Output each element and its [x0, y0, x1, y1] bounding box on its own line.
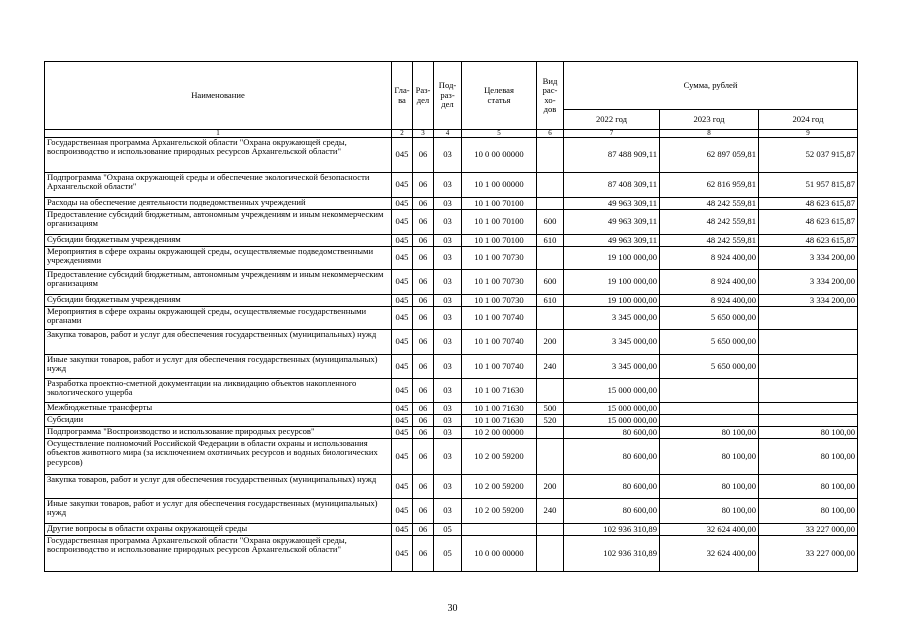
- cell-amount-2023: 80 100,00: [660, 499, 759, 524]
- cell-target: 10 2 00 59200: [462, 439, 537, 475]
- cell-amount-2022: 80 600,00: [564, 427, 660, 439]
- table-row: [45, 270, 858, 295]
- cell-amount-2023: 48 242 559,81: [660, 198, 759, 210]
- cell-vid: [537, 439, 564, 475]
- cell-podrazdel: 05: [434, 536, 462, 572]
- cell-glava: 045: [392, 210, 413, 235]
- cell-name: Подпрограмма "Воспроизводство и использование природных ресурсов": [45, 427, 392, 439]
- table-row: [45, 235, 858, 247]
- cell-amount-2024: [759, 330, 858, 355]
- cell-amount-2023: 8 924 400,00: [660, 295, 759, 307]
- cell-name: Предоставление субсидий бюджетным, автономным учреждениям и иным некоммерческим организациям: [45, 210, 392, 235]
- header-year-2023: 2023 год: [660, 110, 759, 130]
- cell-name: Иные закупки товаров, работ и услуг для обеспечения государственных (муниципальных) нужд: [45, 355, 392, 379]
- cell-name: Субсидии: [45, 415, 392, 427]
- cell-amount-2024: [759, 307, 858, 330]
- cell-glava: 045: [392, 235, 413, 247]
- cell-razdel: 06: [413, 330, 434, 355]
- table-row: [45, 439, 858, 475]
- cell-glava: 045: [392, 415, 413, 427]
- cell-target: 10 1 00 70740: [462, 307, 537, 330]
- cell-vid: [537, 524, 564, 536]
- cell-amount-2022: 49 963 309,11: [564, 210, 660, 235]
- cell-amount-2024: [759, 379, 858, 403]
- cell-podrazdel: 03: [434, 295, 462, 307]
- cell-amount-2023: [660, 403, 759, 415]
- cell-amount-2024: 80 100,00: [759, 427, 858, 439]
- column-numbers-row: [45, 130, 858, 138]
- cell-name: Субсидии бюджетным учреждениям: [45, 295, 392, 307]
- cell-amount-2022: 3 345 000,00: [564, 355, 660, 379]
- cell-name: Межбюджетные трансферты: [45, 403, 392, 415]
- col-number: 7: [564, 130, 660, 138]
- cell-name: Предоставление субсидий бюджетным, автономным учреждениям и иным некоммерческим организациям: [45, 270, 392, 295]
- cell-target: 10 0 00 00000: [462, 138, 537, 173]
- page-number: 30: [447, 603, 458, 614]
- cell-podrazdel: 05: [434, 524, 462, 536]
- cell-target: 10 2 00 59200: [462, 499, 537, 524]
- cell-amount-2023: 62 816 959,81: [660, 173, 759, 198]
- cell-target: 10 1 00 70730: [462, 270, 537, 295]
- cell-name: Подпрограмма "Охрана окружающей среды и обеспечение экологической безопасности Архангельской области": [45, 173, 392, 198]
- table-row: [45, 403, 858, 415]
- col-number: 9: [759, 130, 858, 138]
- cell-podrazdel: 03: [434, 173, 462, 198]
- cell-vid: 600: [537, 210, 564, 235]
- cell-amount-2022: 3 345 000,00: [564, 307, 660, 330]
- cell-vid: 240: [537, 355, 564, 379]
- table-row: [45, 210, 858, 235]
- cell-name: Субсидии бюджетным учреждениям: [45, 235, 392, 247]
- cell-amount-2023: 5 650 000,00: [660, 330, 759, 355]
- col-number: 8: [660, 130, 759, 138]
- cell-target: 10 1 00 71630: [462, 415, 537, 427]
- cell-target: 10 2 00 59200: [462, 475, 537, 499]
- cell-amount-2022: 102 936 310,89: [564, 536, 660, 572]
- cell-podrazdel: 03: [434, 439, 462, 475]
- table-row: [45, 499, 858, 524]
- cell-amount-2022: 19 100 000,00: [564, 270, 660, 295]
- cell-target: 10 1 00 70730: [462, 247, 537, 270]
- cell-glava: 045: [392, 138, 413, 173]
- cell-target: 10 1 00 71630: [462, 403, 537, 415]
- cell-target: 10 1 00 70100: [462, 198, 537, 210]
- table-row: [45, 295, 858, 307]
- table-row: [45, 427, 858, 439]
- cell-podrazdel: 03: [434, 475, 462, 499]
- cell-amount-2022: 19 100 000,00: [564, 295, 660, 307]
- cell-amount-2024: 3 334 200,00: [759, 270, 858, 295]
- table-row: [45, 198, 858, 210]
- cell-podrazdel: 03: [434, 330, 462, 355]
- table-row: [45, 173, 858, 198]
- header-year-2022: 2022 год: [564, 110, 660, 130]
- cell-amount-2023: 62 897 059,81: [660, 138, 759, 173]
- cell-amount-2022: 3 345 000,00: [564, 330, 660, 355]
- cell-amount-2024: 48 623 615,87: [759, 210, 858, 235]
- cell-glava: 045: [392, 499, 413, 524]
- cell-amount-2022: 87 408 309,11: [564, 173, 660, 198]
- cell-name: Закупка товаров, работ и услуг для обеспечения государственных (муниципальных) нужд: [45, 475, 392, 499]
- header-glava: Гла- ва: [392, 62, 413, 130]
- table-row: [45, 330, 858, 355]
- table-row: [45, 475, 858, 499]
- col-number: 2: [392, 130, 413, 138]
- cell-amount-2022: 49 963 309,11: [564, 235, 660, 247]
- cell-glava: 045: [392, 198, 413, 210]
- cell-vid: [537, 138, 564, 173]
- col-number: 3: [413, 130, 434, 138]
- header-name: Наименование: [45, 62, 392, 130]
- cell-podrazdel: 03: [434, 499, 462, 524]
- cell-amount-2022: 102 936 310,89: [564, 524, 660, 536]
- cell-amount-2024: 80 100,00: [759, 439, 858, 475]
- cell-glava: 045: [392, 427, 413, 439]
- cell-amount-2024: [759, 415, 858, 427]
- cell-glava: 045: [392, 439, 413, 475]
- header-razdel: Раз- дел: [413, 62, 434, 130]
- cell-glava: 045: [392, 379, 413, 403]
- cell-amount-2024: 3 334 200,00: [759, 295, 858, 307]
- header-sum: Сумма, рублей: [564, 62, 858, 110]
- table-row: [45, 307, 858, 330]
- col-number: 5: [462, 130, 537, 138]
- cell-razdel: 06: [413, 235, 434, 247]
- cell-name: Осуществление полномочий Российской Федерации в области охраны и использования объектов животного мира (за исключением охотничьих ресурсов и водных биологических ресурсов): [45, 439, 392, 475]
- table-row: [45, 536, 858, 572]
- cell-glava: 045: [392, 403, 413, 415]
- cell-name: Мероприятия в сфере охраны окружающей среды, осуществляемые государственными органами: [45, 307, 392, 330]
- cell-podrazdel: 03: [434, 307, 462, 330]
- cell-amount-2024: 48 623 615,87: [759, 198, 858, 210]
- cell-amount-2024: [759, 355, 858, 379]
- cell-glava: 045: [392, 247, 413, 270]
- table-row: [45, 138, 858, 173]
- cell-podrazdel: 03: [434, 198, 462, 210]
- cell-razdel: 06: [413, 355, 434, 379]
- cell-vid: 600: [537, 270, 564, 295]
- cell-amount-2023: [660, 415, 759, 427]
- cell-razdel: 06: [413, 427, 434, 439]
- cell-razdel: 06: [413, 173, 434, 198]
- cell-vid: [537, 198, 564, 210]
- col-number: 1: [45, 130, 392, 138]
- cell-amount-2022: 15 000 000,00: [564, 379, 660, 403]
- table-row: [45, 415, 858, 427]
- cell-amount-2023: 48 242 559,81: [660, 235, 759, 247]
- cell-amount-2023: 80 100,00: [660, 475, 759, 499]
- cell-amount-2023: 5 650 000,00: [660, 307, 759, 330]
- budget-table: [44, 61, 858, 572]
- cell-glava: 045: [392, 524, 413, 536]
- cell-glava: 045: [392, 475, 413, 499]
- cell-podrazdel: 03: [434, 138, 462, 173]
- cell-vid: [537, 247, 564, 270]
- cell-amount-2023: [660, 379, 759, 403]
- cell-razdel: 06: [413, 138, 434, 173]
- cell-vid: [537, 307, 564, 330]
- cell-razdel: 06: [413, 270, 434, 295]
- cell-podrazdel: 03: [434, 415, 462, 427]
- cell-amount-2024: 33 227 000,00: [759, 524, 858, 536]
- cell-amount-2023: 80 100,00: [660, 439, 759, 475]
- cell-amount-2023: 32 624 400,00: [660, 524, 759, 536]
- cell-glava: 045: [392, 270, 413, 295]
- cell-glava: 045: [392, 307, 413, 330]
- cell-vid: [537, 173, 564, 198]
- header-year-2024: 2024 год: [759, 110, 858, 130]
- cell-amount-2023: 5 650 000,00: [660, 355, 759, 379]
- cell-razdel: 06: [413, 403, 434, 415]
- cell-target: 10 2 00 00000: [462, 427, 537, 439]
- cell-razdel: 06: [413, 210, 434, 235]
- cell-target: 10 1 00 71630: [462, 379, 537, 403]
- cell-podrazdel: 03: [434, 247, 462, 270]
- cell-razdel: 06: [413, 475, 434, 499]
- cell-razdel: 06: [413, 536, 434, 572]
- cell-vid: [537, 379, 564, 403]
- header-podrazdel: Под- раз- дел: [434, 62, 462, 130]
- cell-podrazdel: 03: [434, 403, 462, 415]
- cell-amount-2022: 15 000 000,00: [564, 415, 660, 427]
- cell-razdel: 06: [413, 379, 434, 403]
- cell-glava: 045: [392, 355, 413, 379]
- cell-name: Иные закупки товаров, работ и услуг для обеспечения государственных (муниципальных) нужд: [45, 499, 392, 524]
- cell-amount-2024: [759, 403, 858, 415]
- cell-name: Государственная программа Архангельской области "Охрана окружающей среды, воспроизводство и использование природных ресурсов Архангельской области": [45, 138, 392, 173]
- cell-amount-2024: 80 100,00: [759, 475, 858, 499]
- col-number: 6: [537, 130, 564, 138]
- cell-amount-2022: 19 100 000,00: [564, 247, 660, 270]
- cell-glava: 045: [392, 295, 413, 307]
- cell-amount-2022: 80 600,00: [564, 499, 660, 524]
- cell-vid: 200: [537, 475, 564, 499]
- cell-podrazdel: 03: [434, 379, 462, 403]
- cell-podrazdel: 03: [434, 355, 462, 379]
- table-row: [45, 247, 858, 270]
- header-vid: Вид рас- хо- дов: [537, 62, 564, 130]
- header-target: Целевая статья: [462, 62, 537, 130]
- cell-podrazdel: 03: [434, 210, 462, 235]
- cell-razdel: 06: [413, 439, 434, 475]
- cell-amount-2023: 8 924 400,00: [660, 247, 759, 270]
- cell-glava: 045: [392, 330, 413, 355]
- cell-razdel: 06: [413, 415, 434, 427]
- table-header: [45, 62, 858, 138]
- cell-name: Расходы на обеспечение деятельности подведомственных учреждений: [45, 198, 392, 210]
- cell-target: 10 1 00 00000: [462, 173, 537, 198]
- cell-vid: [537, 427, 564, 439]
- cell-vid: [537, 536, 564, 572]
- cell-razdel: 06: [413, 295, 434, 307]
- cell-amount-2024: 80 100,00: [759, 499, 858, 524]
- cell-razdel: 06: [413, 198, 434, 210]
- cell-podrazdel: 03: [434, 427, 462, 439]
- cell-podrazdel: 03: [434, 270, 462, 295]
- cell-amount-2022: 87 488 909,11: [564, 138, 660, 173]
- cell-razdel: 06: [413, 499, 434, 524]
- cell-amount-2024: 33 227 000,00: [759, 536, 858, 572]
- cell-target: 10 1 00 70740: [462, 330, 537, 355]
- table-row: [45, 524, 858, 536]
- cell-vid: 200: [537, 330, 564, 355]
- table-row: [45, 355, 858, 379]
- cell-name: Государственная программа Архангельской области "Охрана окружающей среды, воспроизводство и использование природных ресурсов Архангельской области": [45, 536, 392, 572]
- table-row: [45, 379, 858, 403]
- cell-name: Закупка товаров, работ и услуг для обеспечения государственных (муниципальных) нужд: [45, 330, 392, 355]
- cell-amount-2024: 48 623 615,87: [759, 235, 858, 247]
- cell-razdel: 06: [413, 524, 434, 536]
- cell-amount-2024: 51 957 815,87: [759, 173, 858, 198]
- cell-amount-2023: 32 624 400,00: [660, 536, 759, 572]
- col-number: 4: [434, 130, 462, 138]
- cell-target: 10 1 00 70730: [462, 295, 537, 307]
- cell-target: 10 0 00 00000: [462, 536, 537, 572]
- cell-amount-2023: 8 924 400,00: [660, 270, 759, 295]
- cell-target: 10 1 00 70100: [462, 210, 537, 235]
- cell-amount-2023: 48 242 559,81: [660, 210, 759, 235]
- cell-amount-2024: 3 334 200,00: [759, 247, 858, 270]
- cell-target: 10 1 00 70740: [462, 355, 537, 379]
- cell-vid: 500: [537, 403, 564, 415]
- cell-amount-2022: 80 600,00: [564, 475, 660, 499]
- cell-amount-2024: 52 037 915,87: [759, 138, 858, 173]
- cell-vid: 240: [537, 499, 564, 524]
- cell-glava: 045: [392, 536, 413, 572]
- cell-amount-2022: 15 000 000,00: [564, 403, 660, 415]
- cell-podrazdel: 03: [434, 235, 462, 247]
- cell-razdel: 06: [413, 247, 434, 270]
- cell-amount-2022: 49 963 309,11: [564, 198, 660, 210]
- table-body: [45, 138, 858, 572]
- cell-name: Мероприятия в сфере охраны окружающей среды, осуществляемые подведомственными учреждениями: [45, 247, 392, 270]
- cell-razdel: 06: [413, 307, 434, 330]
- cell-target: [462, 524, 537, 536]
- cell-name: Другие вопросы в области охраны окружающей среды: [45, 524, 392, 536]
- cell-vid: 610: [537, 295, 564, 307]
- cell-amount-2022: 80 600,00: [564, 439, 660, 475]
- cell-amount-2023: 80 100,00: [660, 427, 759, 439]
- cell-target: 10 1 00 70100: [462, 235, 537, 247]
- cell-glava: 045: [392, 173, 413, 198]
- cell-vid: 520: [537, 415, 564, 427]
- cell-vid: 610: [537, 235, 564, 247]
- cell-name: Разработка проектно-сметной документации на ликвидацию объектов накопленного экологического ущерба: [45, 379, 392, 403]
